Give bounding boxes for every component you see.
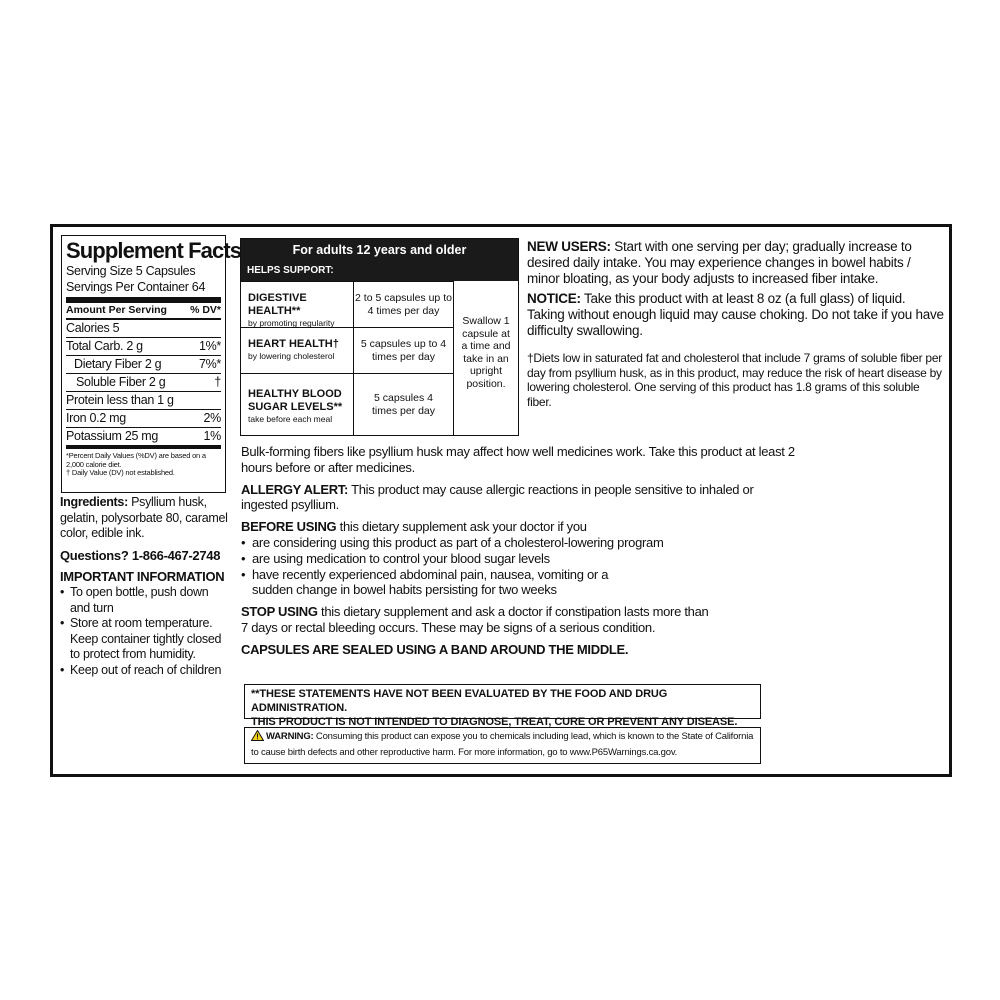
ingredients	[60, 495, 230, 542]
list-item: • have recently experienced abdominal pain, nausea, vomiting or a sudden change in bowel habits persisting for two weeks	[241, 567, 651, 599]
nutrient-name: Soluble Fiber 2 g	[76, 375, 166, 389]
dose-text: 5 capsules 4 times per day	[371, 392, 436, 417]
before-using	[241, 519, 801, 535]
facts-row	[66, 373, 221, 391]
nutrient-dv: 1%	[203, 429, 221, 443]
supplement-label-panel	[50, 224, 952, 777]
dagger-footnote: † Daily Value (DV) not established.	[66, 468, 175, 477]
bulk-forming-paragraph: Bulk-forming fibers like psyllium husk may affect how well medicines work. Take this product at least 2 hours before or after medicines.	[241, 444, 795, 475]
fda-line-1: **THESE STATEMENTS HAVE NOT BEEN EVALUATED BY THE FOOD AND DRUG ADMINISTRATION.	[251, 688, 668, 714]
benefit-name: HEART HEALTH†	[248, 338, 339, 350]
allergy-text: This product may cause allergic reactions in people sensitive to inhaled or ingested psyllium.	[241, 481, 754, 513]
facts-row	[66, 409, 221, 427]
new-users-text: Start with one serving per day; gradually increase to desired daily intake. You may experience changes in bowel habits / minor bloating, as your body adjusts to increased fiber intake.	[527, 239, 912, 286]
important-information-list	[60, 585, 230, 678]
table-row-name	[241, 281, 353, 327]
left-column-text	[60, 495, 230, 678]
supplement-facts-title: Supplement Facts	[66, 238, 242, 263]
facts-row	[66, 427, 221, 445]
warning-text: Consuming this product can expose you to chemicals including lead, which is known to the State of California to cause birth defects and other reproductive harm. For more information, go to www.P65Warnings.ca.gov.	[251, 731, 754, 758]
prop65-warning-box	[244, 727, 761, 764]
list-item: • Store at room temperature. Keep container tightly closed to protect from humidity.	[60, 616, 230, 663]
sealed-statement: CAPSULES ARE SEALED USING A BAND AROUND THE MIDDLE.	[241, 641, 629, 657]
nutrient-name: Calories 5	[66, 321, 120, 335]
notice-paragraph	[527, 291, 945, 339]
important-information-heading: IMPORTANT INFORMATION	[60, 569, 225, 584]
directions-header	[241, 239, 518, 281]
nutrient-dv: 1%*	[198, 339, 221, 353]
percent-dv-footnote: *Percent Daily Values (%DV) are based on a 2,000 calorie diet.	[66, 451, 206, 469]
facts-footnote	[66, 449, 221, 478]
list-item: • are considering using this product as part of a cholesterol-lowering program	[241, 535, 801, 551]
serving-size: Serving Size 5 Capsules	[66, 264, 196, 278]
ingredients-label: Ingredients:	[60, 495, 128, 509]
benefit-subtext: take before each meal	[248, 414, 333, 424]
servings-per-container: Servings Per Container 64	[66, 280, 206, 294]
before-text: this dietary supplement ask your doctor if you	[336, 519, 587, 535]
facts-row	[66, 355, 221, 373]
before-label: BEFORE USING	[241, 519, 337, 535]
cholesterol-claim: †Diets low in saturated fat and cholesterol that include 7 grams of soluble fiber per day from psyllium husk, as in this product, may reduce the risk of heart disease by lowering cholesterol. One serving of this product has 1.8 grams of this soluble fiber.	[527, 351, 942, 409]
facts-row	[66, 337, 221, 355]
warning-triangle-icon	[251, 730, 264, 746]
stop-using	[241, 604, 711, 636]
ingredients-text: Psyllium husk, gelatin, polysorbate 80, caramel color, edible ink.	[60, 495, 228, 540]
benefit-subtext: by lowering cholesterol	[248, 351, 335, 361]
supplement-facts-panel	[61, 235, 242, 493]
stop-text: this dietary supplement and ask a doctor if constipation lasts more than 7 days or rectal bleeding occurs. These may be signs of a serious condition.	[241, 604, 709, 635]
dv-header: % DV*	[190, 304, 221, 316]
dose-cell	[353, 373, 453, 435]
benefit-name: HEALTHY BLOOD SUGAR LEVELS**	[248, 388, 343, 413]
swallow-instructions	[453, 281, 518, 435]
nutrient-dv: 2%	[203, 411, 221, 425]
benefit-name: DIGESTIVE HEALTH**	[248, 292, 307, 317]
facts-row	[66, 318, 221, 337]
directions-title: For adults 12 years and older	[292, 243, 467, 257]
allergy-alert	[241, 482, 801, 514]
new-users-label: NEW USERS:	[527, 239, 611, 254]
nutrient-name: Potassium 25 mg	[66, 429, 159, 443]
facts-column-header	[66, 303, 221, 318]
notice-text: Take this product with at least 8 oz (a full glass) of liquid. Taking without enough liquid may cause choking. Do not take if you have difficulty swallowing.	[527, 291, 944, 338]
benefit-subtext: by promoting regularity	[248, 318, 335, 328]
list-item: • Keep out of reach of children	[60, 663, 230, 679]
before-using-list	[241, 535, 801, 598]
list-item: • To open bottle, push down and turn	[60, 585, 230, 616]
amount-per-serving-header: Amount Per Serving	[66, 304, 167, 316]
questions-phone: Questions? 1-866-467-2748	[60, 547, 221, 563]
facts-row	[66, 391, 221, 409]
new-users-paragraph	[527, 239, 945, 287]
notice-label: NOTICE:	[527, 291, 581, 306]
warning-label: WARNING:	[266, 731, 314, 742]
dose-cell: 5 capsules up to 4 times per day	[353, 327, 453, 373]
nutrient-dv: †	[214, 375, 221, 389]
nutrient-name: Dietary Fiber 2 g	[74, 357, 162, 371]
allergy-label: ALLERGY ALERT:	[241, 481, 349, 497]
list-item: • are using medication to control your blood sugar levels	[241, 551, 801, 567]
table-row-name	[241, 373, 353, 435]
nutrient-name: Protein less than 1 g	[66, 393, 174, 407]
table-row-name	[241, 327, 353, 373]
fda-line-2: THIS PRODUCT IS NOT INTENDED TO DIAGNOSE, TREAT, CURE OR PREVENT ANY DISEASE.	[251, 716, 738, 728]
middle-column-text	[241, 444, 801, 664]
right-column-text	[527, 239, 945, 413]
fda-disclaimer-box	[244, 684, 761, 728]
nutrient-dv: 7%*	[198, 357, 221, 371]
nutrient-name: Total Carb. 2 g	[66, 339, 143, 353]
directions-table	[240, 238, 519, 436]
nutrient-name: Iron 0.2 mg	[66, 411, 126, 425]
swallow-text: Swallow 1 capsule at a time and take in an upright position.	[461, 315, 511, 390]
stop-label: STOP USING	[241, 604, 318, 620]
dose-cell: 2 to 5 capsules up to 4 times per day	[353, 281, 453, 327]
helps-support-label: HELPS SUPPORT:	[247, 265, 334, 276]
